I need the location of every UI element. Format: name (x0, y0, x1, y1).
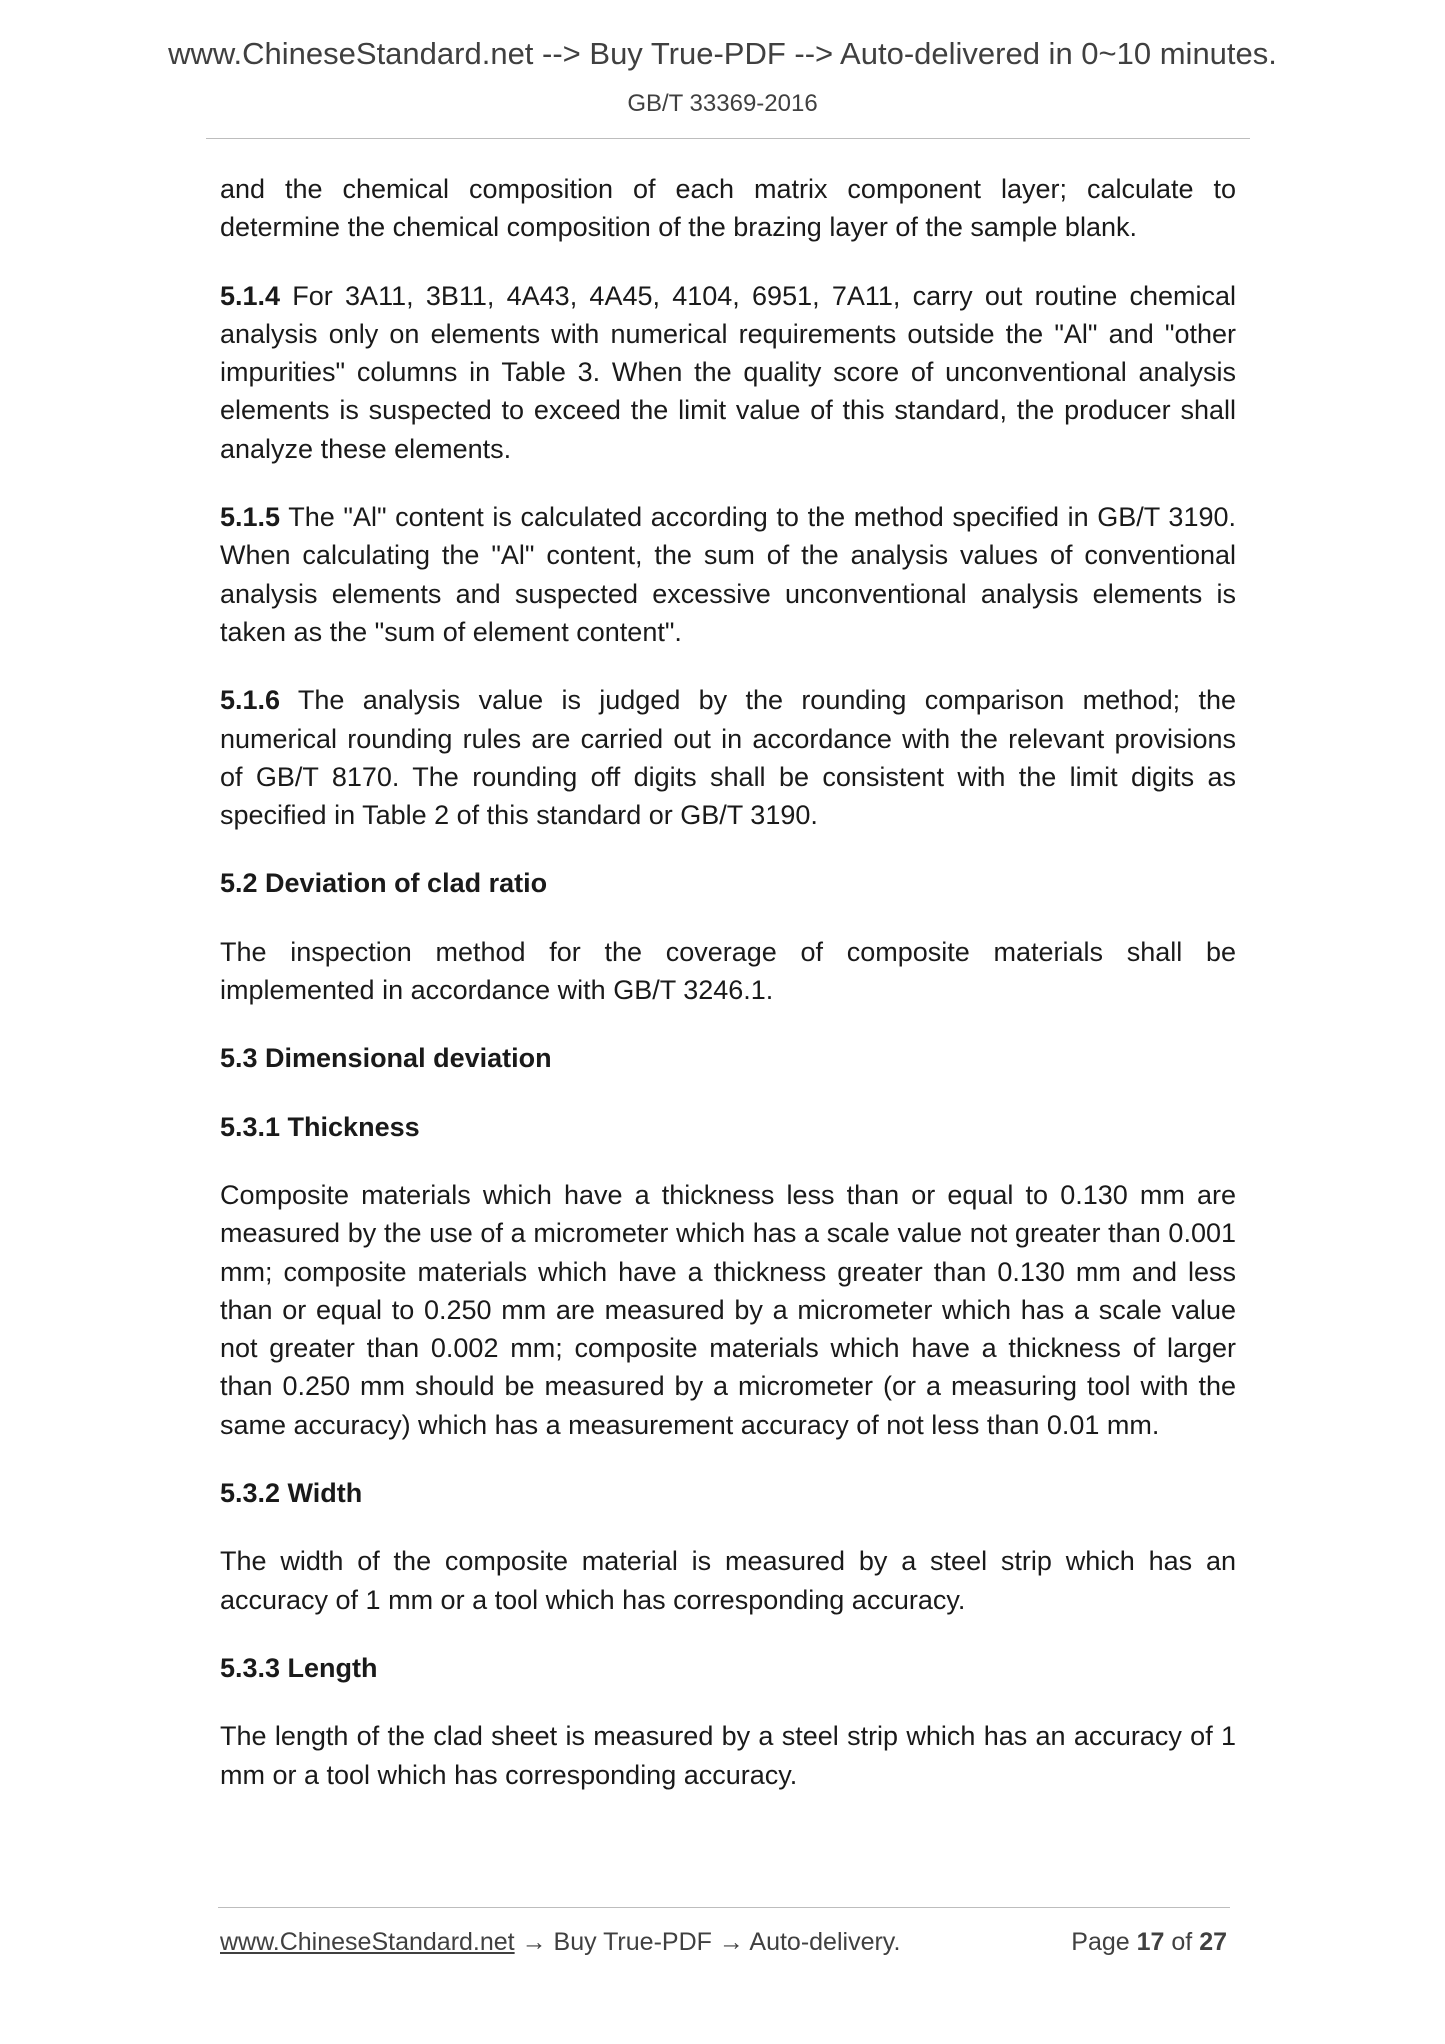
page-content (220, 170, 1236, 1824)
clause-text: For 3A11, 3B11, 4A43, 4A45, 4104, 6951, 7A11, carry out routine chemical analysis only on elements with numerical requirements outside the "Al" and "other impurities" columns in Table 3. When the quality score of unconventional analysis elements is suspected to exceed the limit value of this standard, the producer shall analyze these elements. (220, 280, 1236, 464)
clause-number: 5.1.6 (220, 685, 281, 716)
paragraph-5-3-1: Composite materials which have a thickness less than or equal to 0.130 mm are measured by the use of a micrometer which has a scale value not greater than 0.001 mm; composite materials which have a thickness greater than 0.130 mm and less than or equal to 0.250 mm are measured by a micrometer which has a scale value not greater than 0.002 mm; composite materials which have a thickness of larger than 0.250 mm should be measured by a micrometer (or a measuring tool with the same accuracy) which has a measurement accuracy of not less than 0.01 mm. (220, 1179, 1236, 1440)
top-banner: www.ChineseStandard.net --> Buy True-PDF --> Auto-delivered in 0~10 minutes. (168, 36, 1277, 71)
footer-promo (220, 1928, 900, 1957)
page-label: Page (1071, 1928, 1137, 1956)
intro-paragraph: and the chemical composition of each matrix component layer; calculate to determine the chemical composition of the brazing layer of the sample blank. (220, 174, 1236, 243)
footer-tagline: → Buy True-PDF → Auto-delivery. (514, 1928, 901, 1956)
paragraph-5-2: The inspection method for the coverage of composite materials shall be implemented in accordance with GB/T 3246.1. (220, 936, 1236, 1006)
paragraph-5-3-2: The width of the composite material is measured by a steel strip which has an accuracy of 1 mm or a tool which has corresponding accuracy. (220, 1546, 1236, 1615)
clause-number: 5.1.4 (220, 280, 281, 311)
paragraph-5-3-3: The length of the clad sheet is measured by a steel strip which has an accuracy of 1 mm or a tool which has corresponding accuracy. (220, 1721, 1236, 1790)
site-link[interactable]: www.ChineseStandard.net (220, 1928, 515, 1956)
clause-text: The "Al" content is calculated according to the method specified in GB/T 3190. When calculating the "Al" content, the sum of the analysis values of conventional analysis elements and suspected excessive unconventional analysis elements is taken as the "sum of element content". (220, 502, 1236, 647)
heading-5-3-3: 5.3.3 Length (220, 1652, 378, 1683)
clause-text: The analysis value is judged by the rounding comparison method; the numerical rounding rules are carried out in accordance with the relevant provisions of GB/T 8170. The rounding off digits shall be consistent with the limit digits as specified in Table 2 of this standard or GB/T 3190. (220, 685, 1236, 831)
clause-5-1-5 (220, 498, 1236, 651)
clause-number: 5.1.5 (220, 502, 281, 533)
heading-5-2: 5.2 Deviation of clad ratio (220, 868, 548, 899)
clause-5-1-4 (220, 277, 1236, 468)
clause-5-1-6 (220, 681, 1236, 834)
page-total: 27 (1199, 1928, 1227, 1956)
page-of: of (1164, 1928, 1200, 1956)
header-divider (206, 138, 1250, 139)
footer-divider (218, 1907, 1230, 1908)
heading-5-3: 5.3 Dimensional deviation (220, 1043, 552, 1074)
page-indicator (1071, 1928, 1227, 1957)
standard-code: GB/T 33369-2016 (627, 90, 818, 117)
heading-5-3-1: 5.3.1 Thickness (220, 1111, 420, 1142)
page-current: 17 (1136, 1928, 1165, 1956)
heading-5-3-2: 5.3.2 Width (220, 1478, 363, 1509)
